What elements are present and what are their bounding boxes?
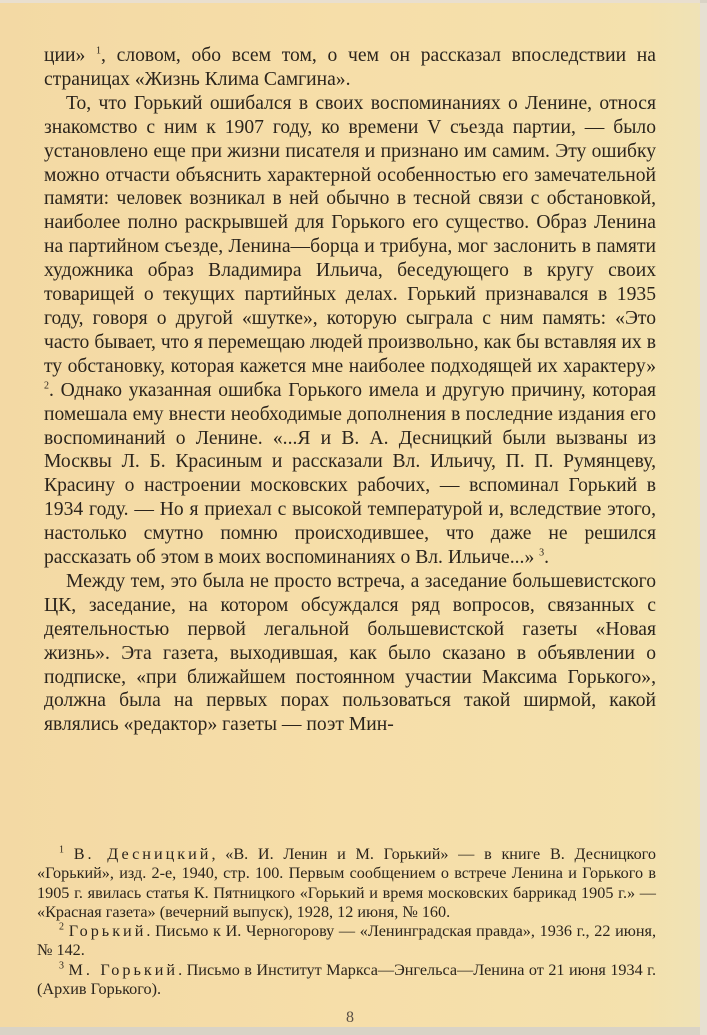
paragraph-text: То, что Горький ошибался в своих воспоминаниях о Ленине, относя знакомство с ним к 1907 году, ко времени V съезда партии, — было установлено еще при жизни писателя и признано им самим. Эту ошибку можно отчасти объяснить характерной особенностью его замечательной памяти: человек возникал в ней обычно в тесной связи с обстановкой, наиболее полно раскрывшей для Горького его существо. Образ Ленина на партийном съезде, Ленина—борца и трибуна, мог заслонить в памяти художника образ Владимира Ильича, беседующего в кругу своих товарищей о текущих партийных делах. Горький признавался в 1935 году, говоря о другой «шутке», которую сыграла с ним память: «Это часто бывает, что я перемещаю людей произвольно, как бы вставляя их в ту обстановку, которая кажется мне наиболее подходящей их характеру» [44, 92, 656, 377]
footnote-text: , «В. И. Ленин и М. Горький» — в книге В. Десницкого «Горький», изд. 2-е, 1940, стр. 100. Первым сообщением о встрече Ленина и Горького в 1905 г. явилась статья К. Пятницкого «Горький и время московских баррикад 1905 г.» — «Красная газета» (вечерний выпуск), 1928, 12 июня, № 160. [37, 845, 656, 921]
footnote-3 [37, 961, 656, 1000]
footnote-2 [37, 922, 656, 961]
paragraph-continued [44, 44, 656, 92]
footnote-1 [37, 845, 656, 922]
paragraph-gorky-memory [44, 92, 656, 570]
footnote-author: В. Десницкий [73, 845, 212, 863]
paragraph-text: . Однако указанная ошибка Горького имела и другую причину, которая помешала ему внести необходимые дополнения в последние издания его воспоминаний о Ленине. «...Я и В. А. Десницкий были вызваны из Москвы Л. Б. Красиным и рассказали Вл. Ильичу, П. П. Румянцеву, Красину о настроении московских рабочих, — вспоминал Горький в 1934 году. — Но я приехал с высокой температурой и, вследствие этого, настолько смутно помню происходившее, что даже не решился рассказать об этом в моих воспоминаниях о Вл. Ильиче...» [44, 379, 656, 569]
paragraph-text: ции» [44, 45, 96, 66]
footnote-text: . Письмо к И. Черногорову — «Ленинградская правда», 1936 г., 22 июня, № 142. [37, 922, 657, 960]
footnotes [37, 845, 656, 999]
footnote-ref-2[interactable]: 2 [44, 380, 49, 392]
footnote-ref-3[interactable]: 3 [539, 547, 545, 559]
paragraph-text: . [544, 547, 550, 569]
footnote-author: М. Горький [68, 960, 179, 979]
footnote-marker: 2 [59, 921, 64, 933]
footnote-marker: 1 [59, 844, 64, 856]
footnote-text: . Письмо в Институт Маркса—Энгельса—Ленина от 21 июня 1934 г. (Архив Горького). [37, 960, 657, 999]
paragraph-text: Между тем, это была не просто встреча, а заседание большевистского ЦК, заседание, на котором обсуждался ряд вопросов, связанных с деятельностью первой легальной большевистской газеты «Новая жизнь». Эта газета, выходившая, как было сказано в объявлении о подписке, «при ближайшем постоянном участии Максима Горького», должна была на первых порах пользоваться такой ширмой, какой являлись «редактор» газеты — поэт Мин- [44, 570, 656, 736]
paragraph-cc-meeting [44, 570, 656, 737]
body-text [44, 44, 656, 737]
page-number: 8 [346, 1009, 354, 1026]
footnote-ref-1[interactable]: 1 [96, 45, 101, 57]
footnote-marker: 3 [59, 960, 64, 972]
paragraph-text: , словом, обо всем том, о чем он рассказал впоследствии на страницах «Жизнь Клима Самгина». [44, 45, 656, 90]
footnote-author: Горький [68, 922, 147, 941]
